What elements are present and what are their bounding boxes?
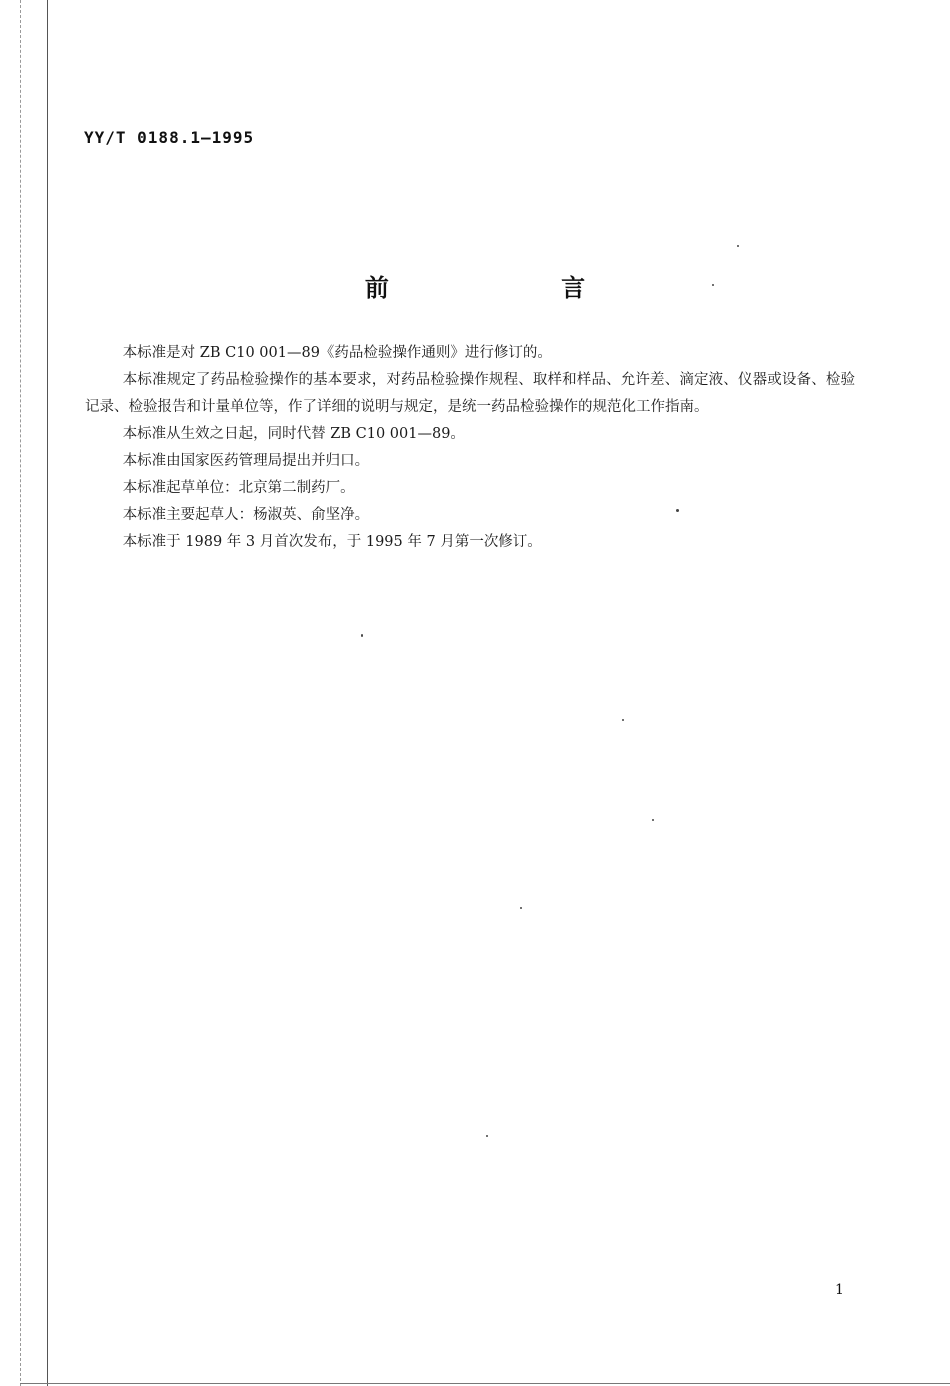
page-title: 前 言 [364,274,668,302]
scan-speck [520,907,522,909]
scan-speck [737,245,739,247]
page-number: 1 [835,1282,844,1298]
paragraph: 本标准从生效之日起，同时代替 ZB C10 001—89。 [122,426,465,442]
paragraph: 本标准由国家医药管理局提出并归口。 [122,453,370,469]
scan-speck [712,284,714,286]
scan-bottom-edge [20,1383,950,1384]
scan-binding-line [20,0,21,1386]
paragraph: 本标准规定了药品检验操作的基本要求，对药品检验操作规程、取样和样品、允许差、滴定液、仪器或设备、检验记录、检验报告和计量单位等，作了详细的说明与规定，是统一药品检验操作的规范化工作指南。 [85,372,855,415]
paragraph: 本标准是对 ZB C10 001—89《药品检验操作通则》进行修订的。 [122,345,552,361]
paragraph: 本标准起草单位：北京第二制药厂。 [122,480,355,496]
paragraph: 本标准于 1989 年 3 月首次发布，于 1995 年 7 月第一次修订。 [122,534,542,550]
standard-code: YY/T 0188.1—1995 [84,128,255,147]
foreword-body [85,340,855,556]
scan-speck [622,719,624,721]
scan-speck [676,509,679,512]
scan-speck [361,634,363,637]
scan-margin-line [47,0,48,1386]
paragraph: 本标准主要起草人：杨淑英、俞坚净。 [122,507,370,523]
scan-speck [486,1135,488,1137]
scan-speck [652,819,654,821]
